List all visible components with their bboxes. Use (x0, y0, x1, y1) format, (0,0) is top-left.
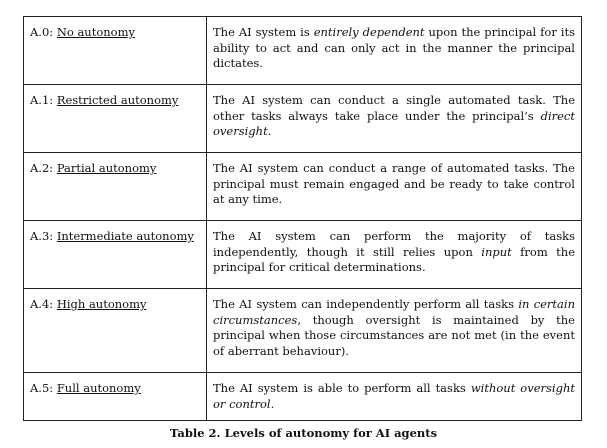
table-row (24, 373, 582, 421)
level-name: No autonomy (56, 25, 135, 39)
level-description: The AI system can conduct a single automated task. The other tasks always take place under the principal’s direct oversight. (207, 85, 582, 153)
level-code: A.1: (30, 93, 54, 107)
level-code: A.4: (30, 297, 54, 311)
level-label-cell (24, 373, 207, 421)
level-description: The AI system can independently perform all tasks in certain circumstances, though oversight is maintained by the principal when those circumstances are not met (in the event of aberrant behaviour). (207, 289, 582, 373)
level-code: A.2: (30, 161, 54, 175)
table-row (24, 17, 582, 85)
level-name: Intermediate autonomy (56, 229, 194, 243)
level-name: High autonomy (56, 297, 147, 311)
level-code: A.3: (30, 229, 54, 243)
level-code: A.0: (30, 25, 54, 39)
table-row (24, 221, 582, 289)
level-label-cell (24, 221, 207, 289)
table-row (24, 153, 582, 221)
autonomy-table-container (23, 16, 581, 421)
table-row (24, 289, 582, 373)
table-caption: Table 2. Levels of autonomy for AI agents (169, 426, 438, 440)
level-name: Full autonomy (56, 381, 141, 395)
level-description: The AI system is able to perform all tasks without oversight or control. (207, 373, 582, 421)
autonomy-levels-table (23, 16, 582, 421)
level-name: Partial autonomy (56, 161, 157, 175)
level-description: The AI system can perform the majority of tasks independently, though it still relies upon input from the principal for critical determinations. (207, 221, 582, 289)
level-label-cell (24, 85, 207, 153)
level-code: A.5: (30, 381, 54, 395)
table-row (24, 85, 582, 153)
level-description: The AI system can conduct a range of automated tasks. The principal must remain engaged and be ready to take control at any time. (207, 153, 582, 221)
level-label-cell (24, 153, 207, 221)
level-description: The AI system is entirely dependent upon the principal for its ability to act and can only act in the manner the principal dictates. (207, 17, 582, 85)
level-label-cell (24, 17, 207, 85)
level-name: Restricted autonomy (56, 93, 179, 107)
level-label-cell (24, 289, 207, 373)
